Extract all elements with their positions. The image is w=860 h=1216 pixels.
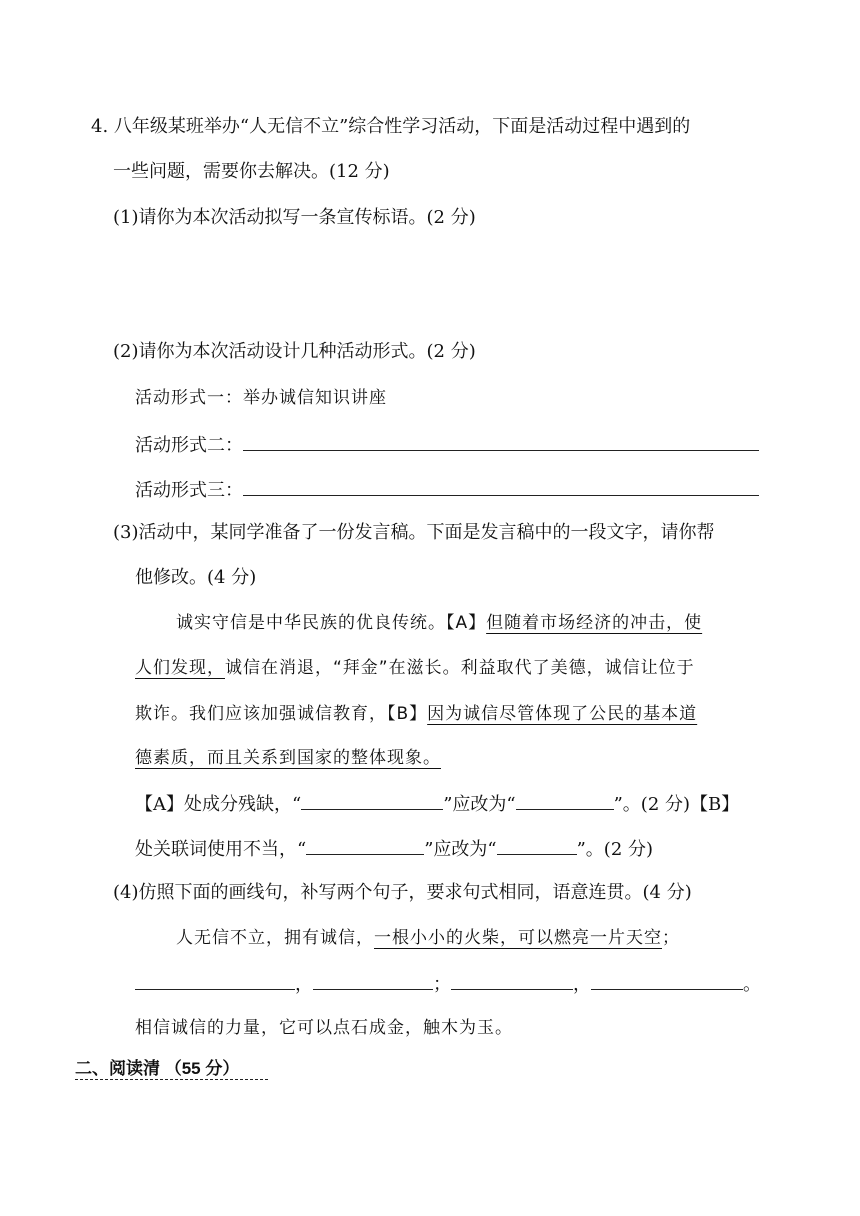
imitation-underlined-sentence: 一根小小的火柴，可以燃亮一片天空 xyxy=(374,928,662,948)
imitation-blank-2[interactable] xyxy=(313,971,433,990)
sub3-answer-text: ”。(2 分)【B】 xyxy=(613,794,740,815)
sub3-answer-line1 xyxy=(135,791,739,817)
semicolon: ； xyxy=(433,974,451,995)
passage-underlined-b: 因为诚信尽管体现了公民的基本道 xyxy=(427,704,698,724)
activity-form-3-label: 活动形式三： xyxy=(135,480,243,501)
comma: ， xyxy=(295,974,313,995)
passage-line-4 xyxy=(135,746,441,770)
passage-text: 诚实守信是中华民族的优良传统。【A】 xyxy=(176,613,487,633)
passage-underlined-b-cont: 德素质，而且关系到国家的整体现象。 xyxy=(135,748,441,768)
sub-question-3-line2: 他修改。(4 分) xyxy=(135,567,257,588)
sub3-answer-line2 xyxy=(135,836,653,862)
sub3-answer-text: ”。(2 分) xyxy=(576,839,654,860)
period: 。 xyxy=(743,974,761,995)
activity-form-1: 活动形式一：举办诚信知识讲座 xyxy=(135,388,387,408)
passage-line-1 xyxy=(176,611,702,635)
imitation-line-1 xyxy=(176,926,680,950)
sub-question-2: (2)请你为本次活动设计几种活动形式。(2 分) xyxy=(113,341,476,362)
sub-question-3-line1: (3)活动中，某同学准备了一份发言稿。下面是发言稿中的一段文字，请你帮 xyxy=(113,522,715,543)
activity-form-3-row xyxy=(135,477,759,503)
comma: ， xyxy=(573,974,591,995)
sub3-answer-text: ”应改为“ xyxy=(443,794,516,815)
activity-form-2-row xyxy=(135,432,759,458)
answer-blank-b-corrected[interactable] xyxy=(497,836,577,855)
passage-text: 欺诈。我们应该加强诚信教育，【B】 xyxy=(135,704,428,724)
question-4-stem-line1: 4. 八年级某班举办“人无信不立”综合性学习活动，下面是活动过程中遇到的 xyxy=(91,116,691,137)
sub3-answer-text: ”应改为“ xyxy=(424,839,497,860)
activity-form-2-label: 活动形式二： xyxy=(135,435,243,456)
imitation-blank-3[interactable] xyxy=(451,971,573,990)
section-2-heading: 二、阅读清 （55 分） xyxy=(75,1059,240,1078)
answer-blank-b-original[interactable] xyxy=(306,836,424,855)
passage-text: 诚信在消退，“拜金”在滋长。利益取代了美德，诚信让位于 xyxy=(225,658,695,678)
activity-form-3-blank[interactable] xyxy=(243,477,759,496)
sub3-answer-text: 处关联词使用不当，“ xyxy=(135,839,307,860)
imitation-blank-4[interactable] xyxy=(591,971,743,990)
sub3-answer-text: 【A】处成分残缺，“ xyxy=(135,794,302,815)
passage-line-2 xyxy=(135,656,695,680)
answer-blank-a-corrected[interactable] xyxy=(516,791,614,810)
imitation-text: 人无信不立，拥有诚信， xyxy=(176,928,374,948)
sub-question-4: (4)仿照下面的画线句，补写两个句子，要求句式相同，语意连贯。(4 分) xyxy=(113,882,692,903)
imitation-punct: ； xyxy=(662,928,680,948)
passage-underlined-a-cont: 人们发现， xyxy=(135,658,225,678)
activity-form-2-blank[interactable] xyxy=(243,432,759,451)
passage-underlined-a: 但随着市场经济的冲击，使 xyxy=(486,613,703,633)
imitation-line-3: 相信诚信的力量，它可以点石成金，触木为玉。 xyxy=(135,1018,513,1038)
imitation-blank-1[interactable] xyxy=(135,971,295,990)
answer-blank-a-original[interactable] xyxy=(301,791,443,810)
section-2-heading-rule xyxy=(75,1079,268,1080)
sub-question-1: (1)请你为本次活动拟写一条宣传标语。(2 分) xyxy=(113,207,476,228)
passage-line-3 xyxy=(135,702,697,726)
question-4-stem-line2: 一些问题，需要你去解决。(12 分) xyxy=(113,161,390,182)
imitation-blank-row xyxy=(135,971,761,997)
